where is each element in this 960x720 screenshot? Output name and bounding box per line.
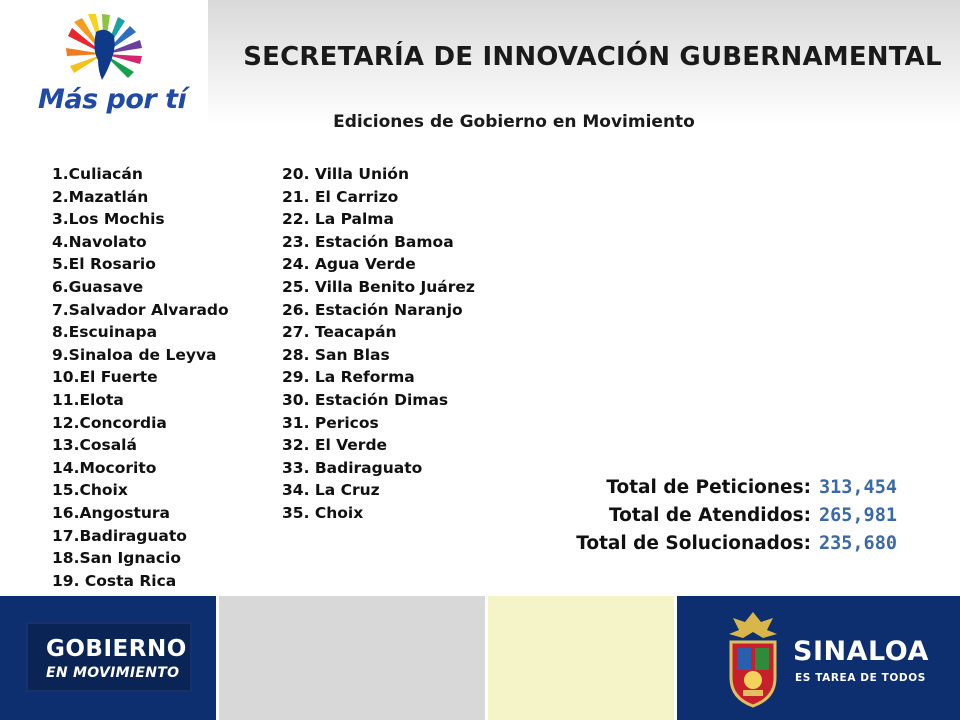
total-label: Total de Solucionados: [576,533,811,554]
list-item: 17.Badiraguato [52,526,187,545]
list-item: 16.Angostura [52,503,171,522]
list-item: 4.Navolato [52,232,147,251]
list-item: 31. Pericos [282,413,379,432]
list-item: 8.Escuinapa [52,323,158,342]
footer-panel-gray [219,596,485,720]
footer-banner [0,596,960,720]
gobierno-text: GOBIERNO [46,636,187,662]
list-item: 27. Teacapán [282,323,397,342]
footer-panel-yellow [488,596,674,720]
footer-panel-sinaloa [677,596,960,720]
list-item: 22. La Palma [282,210,394,229]
list-item: 1.Culiacán [52,165,143,183]
list-item: 21. El Carrizo [282,187,399,206]
sinaloa-text: SINALOA [793,636,929,667]
list-item: 23. Estación Bamoa [282,232,454,251]
list-item: 7.Salvador Alvarado [52,300,229,319]
list-item: 13.Cosalá [52,436,137,455]
sinaloa-coat-of-arms-icon [721,606,785,710]
list-item: 26. Estación Naranjo [282,300,463,319]
list-item: 25. Villa Benito Juárez [282,277,475,296]
list-item: 15.Choix [52,481,128,500]
logo-text: Más por tí [38,84,187,115]
list-item: 5.El Rosario [52,255,156,274]
list-item: 28. San Blas [282,345,390,364]
list-item: 19. Costa Rica [52,571,177,590]
list-item: 18.San Ignacio [52,549,182,568]
editions-list-column-2 [282,163,475,525]
total-value: 313,454 [819,477,897,498]
gobierno-en-movimiento-logo [26,622,192,692]
list-item: 34. La Cruz [282,481,380,500]
list-item: 11.Elota [52,390,124,409]
footer-panel-gobierno [0,596,216,720]
page-title: SECRETARÍA DE INNOVACIÓN GUBERNAMENTAL [243,42,942,72]
total-solucionados [576,530,914,558]
list-item: 24. Agua Verde [282,255,416,274]
list-item: 12.Concordia [52,413,167,432]
page-subtitle: Ediciones de Gobierno en Movimiento [333,112,695,132]
list-item: 20. Villa Unión [282,165,409,183]
list-item: 32. El Verde [282,436,388,455]
list-item: 3.Los Mochis [52,210,165,229]
total-label: Total de Peticiones: [606,477,811,498]
total-atendidos [576,502,914,530]
list-item: 35. Choix [282,503,364,522]
list-item: 10.El Fuerte [52,368,158,387]
list-item: 2.Mazatlán [52,187,149,206]
list-item: 9.Sinaloa de Leyva [52,345,217,364]
total-label: Total de Atendidos: [608,505,811,526]
list-item: 6.Guasave [52,277,144,296]
list-item: 30. Estación Dimas [282,390,449,409]
list-item: 29. La Reforma [282,368,415,387]
en-movimiento-text: EN MOVIMIENTO [46,665,180,681]
list-item: 33. Badiraguato [282,458,423,477]
totals-summary [576,474,914,558]
sinaloa-tagline: ES TAREA DE TODOS [795,672,926,684]
list-item: 14.Mocorito [52,458,157,477]
total-peticiones [576,474,914,502]
total-value: 265,981 [819,505,897,526]
editions-list-column-1 [52,163,229,592]
total-value: 235,680 [819,533,897,554]
